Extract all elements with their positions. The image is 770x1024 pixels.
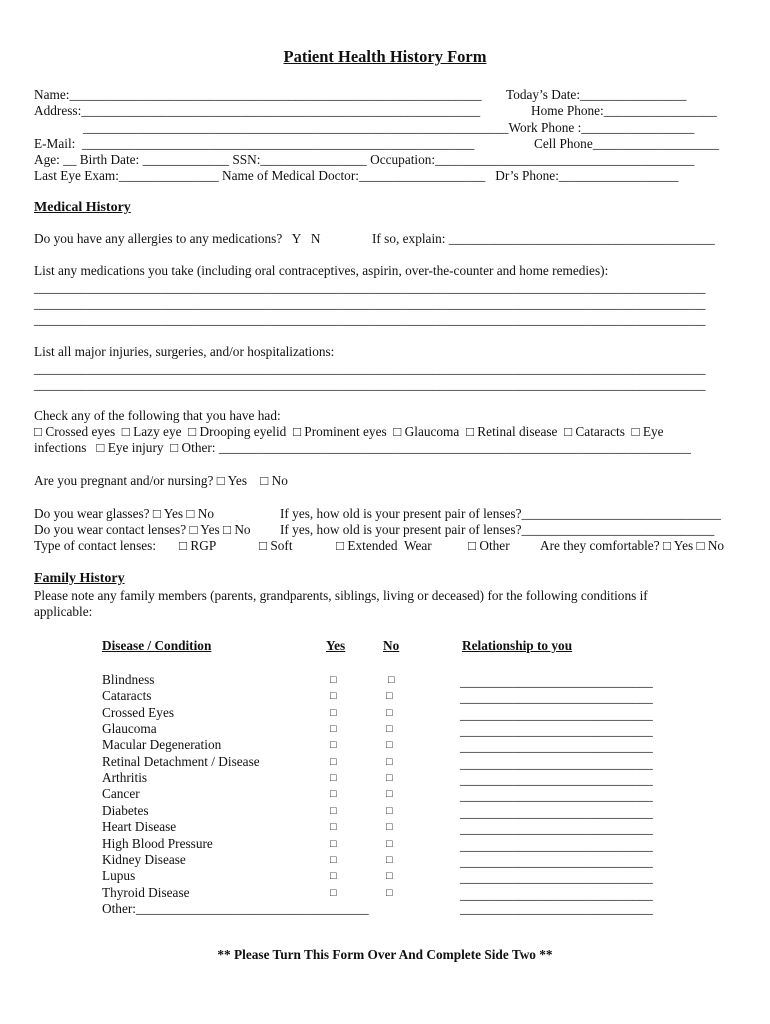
relationship-field[interactable]: _____________________________ <box>460 756 653 771</box>
relationship-field[interactable]: _____________________________ <box>460 723 653 738</box>
relationship-field[interactable]: _____________________________ <box>460 854 653 869</box>
last-exam-doctor-field[interactable]: Last Eye Exam:_______________ Name of Medical Doctor:___________________ Dr’s Phone:__________________ <box>34 168 679 183</box>
lens-type-label: Type of contact lenses: <box>34 538 157 553</box>
relationship-field[interactable]: _____________________________ <box>460 772 653 787</box>
condition-name: Cataracts <box>102 688 152 703</box>
condition-no-checkbox[interactable]: □ <box>386 854 393 866</box>
condition-yes-checkbox[interactable]: □ <box>330 707 337 719</box>
relationship-field[interactable]: _____________________________ <box>460 870 653 885</box>
name-field[interactable]: Name:______________________________________________________________ <box>34 87 482 102</box>
medical-history-heading: Medical History <box>34 200 131 215</box>
cell-phone-field[interactable]: Cell Phone___________________ <box>534 136 720 151</box>
contacts-age-field[interactable]: If yes, how old is your present pair of lenses?_____________________________ <box>280 522 715 537</box>
column-header-no: No <box>383 638 400 653</box>
age-birth-ssn-occupation-field[interactable]: Age: __ Birth Date: _____________ SSN:________________ Occupation:_______________________________________ <box>34 152 695 167</box>
contacts-question[interactable]: Do you wear contact lenses? □ Yes □ No <box>34 522 251 537</box>
medications-line[interactable]: _____________________________________________________________________________________________________ <box>34 312 706 327</box>
condition-no-checkbox[interactable]: □ <box>386 707 393 719</box>
condition-yes-checkbox[interactable]: □ <box>330 690 337 702</box>
condition-yes-checkbox[interactable]: □ <box>330 772 337 784</box>
condition-name: Retinal Detachment / Disease <box>102 754 260 769</box>
condition-yes-checkbox[interactable]: □ <box>330 723 337 735</box>
relationship-field[interactable]: _____________________________ <box>460 739 653 754</box>
injuries-line[interactable]: _____________________________________________________________________________________________________ <box>34 361 706 376</box>
medications-question: List any medications you take (including oral contraceptives, aspirin, over-the-counter and home remedies): <box>34 263 609 278</box>
condition-no-checkbox[interactable]: □ <box>386 805 393 817</box>
condition-yes-checkbox[interactable]: □ <box>330 788 337 800</box>
condition-no-checkbox[interactable]: □ <box>386 723 393 735</box>
condition-yes-checkbox[interactable]: □ <box>330 821 337 833</box>
family-history-heading: Family History <box>34 571 125 586</box>
relationship-field[interactable]: _____________________________ <box>460 838 653 853</box>
column-header-yes: Yes <box>326 638 346 653</box>
condition-name: Macular Degeneration <box>102 737 222 752</box>
relationship-field[interactable]: _____________________________ <box>460 887 653 902</box>
relationship-field[interactable]: _____________________________ <box>460 805 653 820</box>
lens-comfort-question[interactable]: Are they comfortable? □ Yes □ No <box>540 538 725 553</box>
condition-yes-checkbox[interactable]: □ <box>330 756 337 768</box>
condition-name: High Blood Pressure <box>102 836 213 851</box>
injuries-question: List all major injuries, surgeries, and/or hospitalizations: <box>34 344 335 359</box>
form-title: Patient Health History Form <box>283 47 487 66</box>
family-history-intro-cont: applicable: <box>34 604 93 619</box>
lens-extended-wear-checkbox[interactable]: □ Extended Wear <box>336 538 432 553</box>
allergies-question[interactable]: Do you have any allergies to any medications? Y N <box>34 231 321 246</box>
relationship-field[interactable]: _____________________________ <box>460 690 653 705</box>
condition-name: Cancer <box>102 786 140 801</box>
condition-name: Arthritis <box>102 770 148 785</box>
condition-name: Blindness <box>102 672 155 687</box>
relationship-field[interactable]: _____________________________ <box>460 821 653 836</box>
lens-soft-checkbox[interactable]: □ Soft <box>259 538 293 553</box>
relationship-field[interactable]: _____________________________ <box>460 788 653 803</box>
glasses-age-field[interactable]: If yes, how old is your present pair of lenses?______________________________ <box>280 506 721 521</box>
condition-name: Heart Disease <box>102 819 177 834</box>
family-history-intro: Please note any family members (parents, grandparents, siblings, living or deceased) for the following conditions if <box>34 588 648 603</box>
condition-no-checkbox[interactable]: □ <box>386 838 393 850</box>
column-header-relationship: Relationship to you <box>462 638 573 653</box>
medications-line[interactable]: _____________________________________________________________________________________________________ <box>34 296 706 311</box>
condition-name: Thyroid Disease <box>102 885 190 900</box>
allergies-explain-field[interactable]: If so, explain: ________________________________________ <box>372 231 715 246</box>
condition-no-checkbox[interactable]: □ <box>388 674 395 686</box>
condition-no-checkbox[interactable]: □ <box>386 870 393 882</box>
condition-no-checkbox[interactable]: □ <box>386 690 393 702</box>
condition-no-checkbox[interactable]: □ <box>386 756 393 768</box>
turn-over-note: ** Please Turn This Form Over And Complete Side Two ** <box>217 947 553 962</box>
condition-yes-checkbox[interactable]: □ <box>330 838 337 850</box>
relationship-field[interactable]: _____________________________ <box>460 674 653 689</box>
condition-yes-checkbox[interactable]: □ <box>330 854 337 866</box>
todays-date-field[interactable]: Today’s Date:________________ <box>506 87 687 102</box>
condition-name: Diabetes <box>102 803 149 818</box>
condition-name: Crossed Eyes <box>102 705 175 720</box>
pregnant-question[interactable]: Are you pregnant and/or nursing? □ Yes □ No <box>34 473 288 488</box>
eye-conditions-checklist-cont[interactable]: infections □ Eye injury □ Other: _______________________________________________________________________ <box>34 440 691 455</box>
eye-conditions-checklist[interactable]: □ Crossed eyes □ Lazy eye □ Drooping eyelid □ Prominent eyes □ Glaucoma □ Retinal disease □ Cataracts □ Eye <box>34 424 664 439</box>
injuries-line[interactable]: _____________________________________________________________________________________________________ <box>34 377 706 392</box>
lens-rgp-checkbox[interactable]: □ RGP <box>179 538 217 553</box>
condition-no-checkbox[interactable]: □ <box>386 788 393 800</box>
home-phone-field[interactable]: Home Phone:_________________ <box>531 103 717 118</box>
condition-no-checkbox[interactable]: □ <box>386 739 393 751</box>
condition-yes-checkbox[interactable]: □ <box>330 739 337 751</box>
condition-no-checkbox[interactable]: □ <box>386 887 393 899</box>
medications-line[interactable]: _____________________________________________________________________________________________________ <box>34 280 706 295</box>
email-field[interactable]: E-Mail: ___________________________________________________________ <box>34 136 475 151</box>
condition-name: Glaucoma <box>102 721 157 736</box>
other-relationship-field[interactable]: _____________________________ <box>460 901 653 916</box>
relationship-field[interactable]: _____________________________ <box>460 707 653 722</box>
condition-yes-checkbox[interactable]: □ <box>330 887 337 899</box>
condition-yes-checkbox[interactable]: □ <box>330 805 337 817</box>
other-condition-field[interactable]: Other:___________________________________ <box>102 901 369 916</box>
work-phone-field[interactable]: ________________________________________________________________Work Phone :_________________ <box>83 120 695 135</box>
condition-no-checkbox[interactable]: □ <box>386 772 393 784</box>
lens-other-checkbox[interactable]: □ Other <box>468 538 510 553</box>
conditions-check-intro: Check any of the following that you have had: <box>34 408 281 423</box>
address-field[interactable]: Address:____________________________________________________________ <box>34 103 481 118</box>
condition-no-checkbox[interactable]: □ <box>386 821 393 833</box>
condition-name: Lupus <box>102 868 136 883</box>
glasses-question[interactable]: Do you wear glasses? □ Yes □ No <box>34 506 215 521</box>
condition-yes-checkbox[interactable]: □ <box>330 674 337 686</box>
condition-yes-checkbox[interactable]: □ <box>330 870 337 882</box>
condition-name: Kidney Disease <box>102 852 186 867</box>
column-header-condition: Disease / Condition <box>102 638 212 653</box>
